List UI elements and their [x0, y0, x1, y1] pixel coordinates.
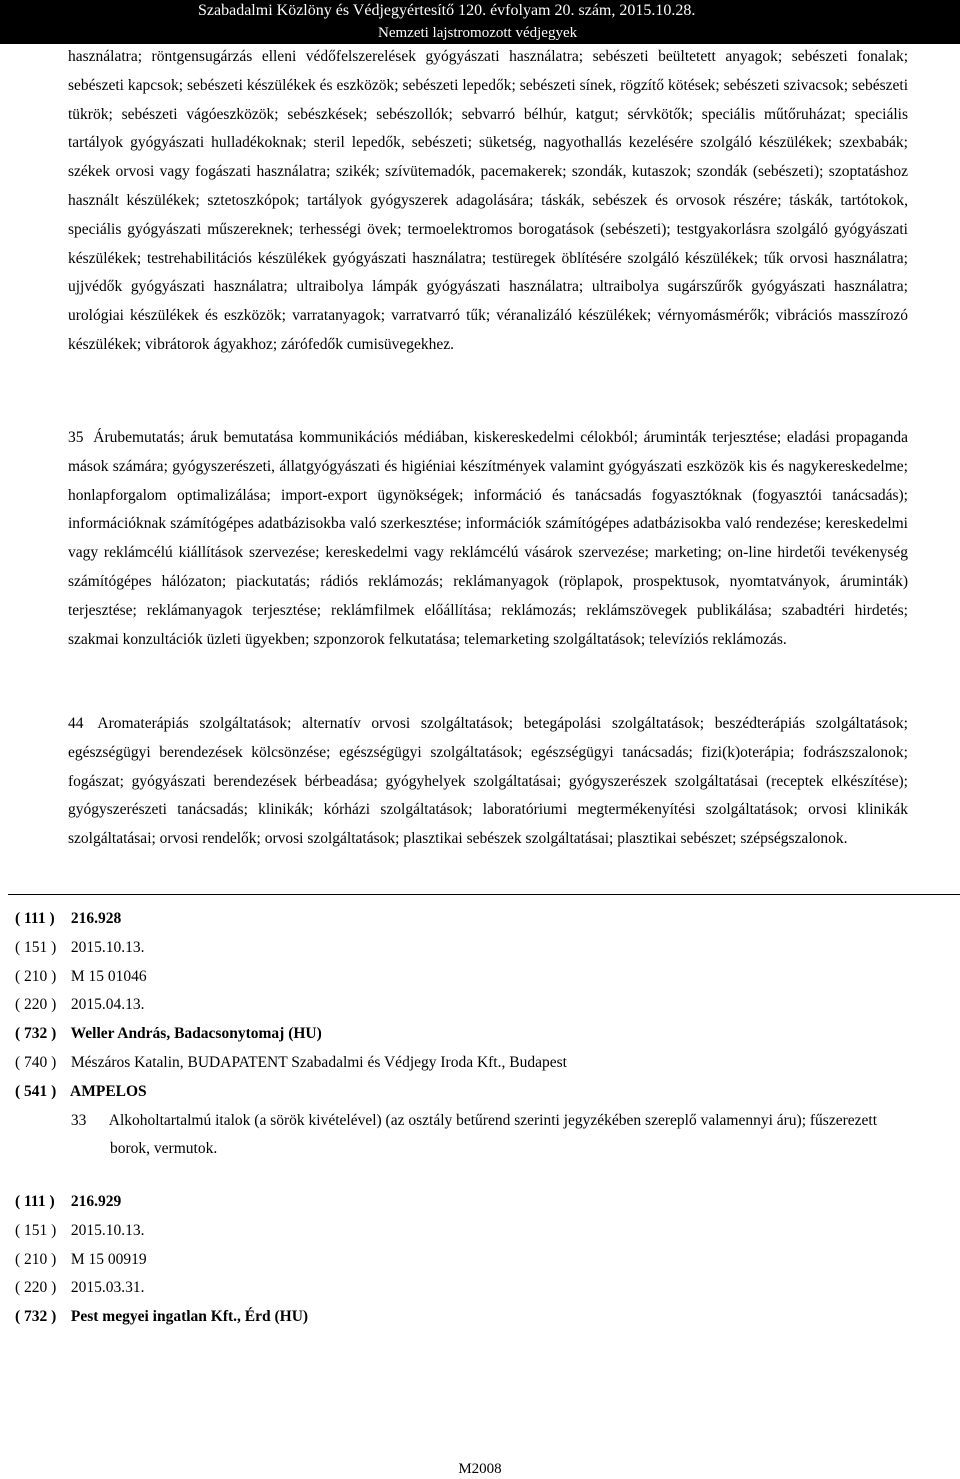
field-732: ( 732 ) Weller András, Badacsonytomaj (HU) — [15, 1025, 322, 1043]
trademark-record-216929 — [15, 1188, 915, 1332]
class-44-paragraph — [68, 710, 908, 854]
class-text: Árubemutatás; áruk bemutatása kommunikációs médiában, kiskereskedelmi célokból; áruminták terjesztése; eladási propaganda mások számára; gyógyszerészeti, állatgyógyászati és higiéniai készítmények valamint gyógyászati eszközök kis és nagykereskedelme; honlapforgalom optimalizálása; import-export ügynökségek; információ és tanácsadás fogyasztóknak (fogyasztói tanácsadás); információknak számítógépes adatbázisokba való szerkesztése; információk számítógépes adatbázisokba való rendezése; kereskedelmi vagy reklámcélú kiállítások szervezése; kereskedelmi vagy reklámcélú vásárok szervezése; marketing; on-line hirdetői tevékenység számítógépes hálózaton; piackutatás; rádiós reklámozás; reklámanyagok (röplapok, prospektusok, nyomtatványok, áruminták) terjesztése; reklámanyagok terjesztése; reklámfilmek előállítása; reklámozás; reklámszövegek publikálása; szabadtéri hirdetés; szakmai konzultációk üzleti ügyekben; szponzorok felkutatása; telemarketing szolgáltatások; televíziós reklámozás. — [68, 429, 908, 648]
trademark-record-216928 — [15, 905, 915, 1164]
journal-title: Szabadalmi Közlöny és Védjegyértesítő 120. évfolyam 20. szám, 2015.10.28. — [198, 2, 696, 19]
field-151: ( 151 ) 2015.10.13. — [15, 1221, 145, 1239]
page-header — [0, 0, 960, 44]
class-number: 35 — [68, 429, 84, 446]
record-separator — [8, 894, 960, 895]
field-151: ( 151 ) 2015.10.13. — [15, 938, 145, 956]
field-220: ( 220 ) 2015.04.13. — [15, 996, 145, 1014]
field-541: ( 541 ) AMPELOS — [15, 1082, 147, 1100]
continuation-paragraph — [68, 43, 908, 360]
class-35-paragraph — [68, 424, 908, 654]
class-text: Aromaterápiás szolgáltatások; alternatív orvosi szolgáltatások; betegápolási szolgáltatások; beszédterápiás szolgáltatások; egészségügyi berendezések kölcsönzése; egészségügyi szolgáltatások; egészségügyi tanácsadás; fizi(k)oterápia; fodrászszalonok; fogászat; gyógyászati berendezések bérbeadása; gyógyhelyek szolgáltatásai; gyógyszerészek szolgáltatásai (receptek elkészítése); gyógyszerészeti tanácsadás; klinikák; kórházi szolgáltatások; laboratóriumi megtermékenyítési szolgáltatások; orvosi klinikák szolgáltatásai; orvosi rendelők; orvosi szolgáltatások; plasztikai sebészek szolgáltatásai; plasztikai sebészet; szépségszalonok. — [68, 715, 908, 848]
field-210: ( 210 ) M 15 01046 — [15, 967, 147, 985]
class-number: 33 — [70, 1111, 87, 1129]
field-740: ( 740 ) Mészáros Katalin, BUDAPATENT Szabadalmi és Védjegy Iroda Kft., Budapest — [15, 1053, 567, 1071]
field-111: ( 111 ) 216.928 — [15, 910, 122, 927]
continuation-text: használatra; röntgensugárzás elleni védőfelszerelések gyógyászati használatra; sebészeti beültetett anyagok; sebészeti fonalak; sebészeti kapcsok; sebészeti készülékek és eszközök; sebészeti lepedők; sebészeti sínek, rögzítő kötések; sebészeti szivacsok; sebészeti tükrök; sebészeti vágóeszközök; sebészkések; sebészollók; sebvarró bélhúr, katgut; sérvkötők; speciális műtőruházat; speciális tartályok gyógyászati hulladékoknak; steril lepedők, sebészeti; süketség, nagyothallás kezelésére szolgáló készülékek; szexbabák; székek orvosi vagy fogászati használatra; szikék; szívütemadók, pacemakerek; szondák, kutaszok; szondák (sebészeti); szoptatáshoz használt készülékek; sztetoszkópok; tartályok gyógyszerek adagolására; táskák, sebészek és orvosok részére; táskák, tartótokok, speciális gyógyászati műszereknek; terhességi övek; termoelektromos borogatások (sebészeti); testgyakorlásra szolgáló gyógyászati készülékek; testrehabilitációs készülékek gyógyászati használatra; testüregek öblítésére szolgáló készülékek; tűk orvosi használatra; ujjvédők gyógyászati használatra; ultraibolya lámpák gyógyászati használatra; ultraibolya sugárszűrők gyógyászati használatra; urológiai készülékek és eszközök; varratanyagok; varratvarró tűk; véranalizáló készülékek; vérnyomásmérők; vibrációs masszírozó készülékek; vibrátorok ágyakhoz; zárófedők cumisüvegekhez. — [68, 48, 908, 353]
class-number: 44 — [68, 715, 84, 732]
field-732: ( 732 ) Pest megyei ingatlan Kft., Érd (HU) — [15, 1308, 309, 1326]
field-220: ( 220 ) 2015.03.31. — [15, 1279, 145, 1297]
section-title: Nemzeti lajstromozott védjegyek — [378, 25, 578, 41]
page-footer: M2008 — [458, 1461, 502, 1477]
field-511: 33 Alkoholtartalmú italok (a sörök kivételével) (az osztály betűrend szerinti jegyzékében szereplő valamennyi áru); fűszerezett borok, vermutok. — [70, 1111, 877, 1158]
field-210: ( 210 ) M 15 00919 — [15, 1250, 147, 1268]
field-111: ( 111 ) 216.929 — [15, 1193, 122, 1210]
